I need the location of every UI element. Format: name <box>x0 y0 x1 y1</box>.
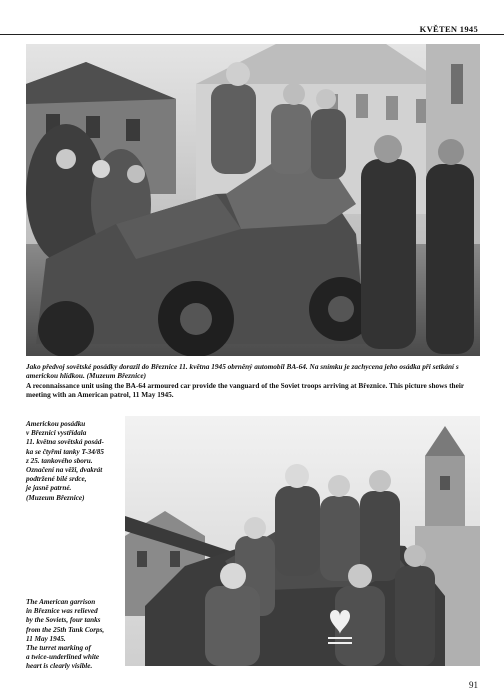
top-caption-english: A reconnaissance unit using the BA-64 armoured car provide the vanguard of the Soviet troops arriving at Březnice. This picture shows their meeting with an American patrol, 11 May 1945. <box>26 380 464 399</box>
page-number: 91 <box>469 680 478 690</box>
top-caption-czech: Jako předvoj sovětské posádky dorazil do Březnice 11. května 1945 obrněný automobil BA-64. Na snímku je zachycena jeho osádka při setkání s americkou hlídkou. (Muzeum Březnice) <box>26 362 459 381</box>
section-header: KVĚTEN 1945 <box>419 24 478 34</box>
header-rule <box>0 34 504 35</box>
bottom-caption-english: The American garrison in Březnice was relieved by the Soviets, four tanks from the 25th Tank Corps, 11 May 1945. The turret marking of a twice-underlined white heart is clearly visible. <box>26 598 105 671</box>
bottom-caption-czech: Americkou posádku v Březnici vystřídala 11. května sovětská posád- ka se čtyřmi tanky T-34/85 z 25. tankového sboru. Označení na věži, dvakrát podtržené bílé srdce, je jasně patrné. (Muzeum Březnice) <box>26 420 104 502</box>
top-photo-caption <box>26 362 480 399</box>
bottom-caption-czech-block <box>26 420 118 503</box>
bottom-caption-english-block <box>26 598 118 672</box>
tank-crew-photo <box>125 416 480 666</box>
armoured-car-photo <box>26 44 480 356</box>
